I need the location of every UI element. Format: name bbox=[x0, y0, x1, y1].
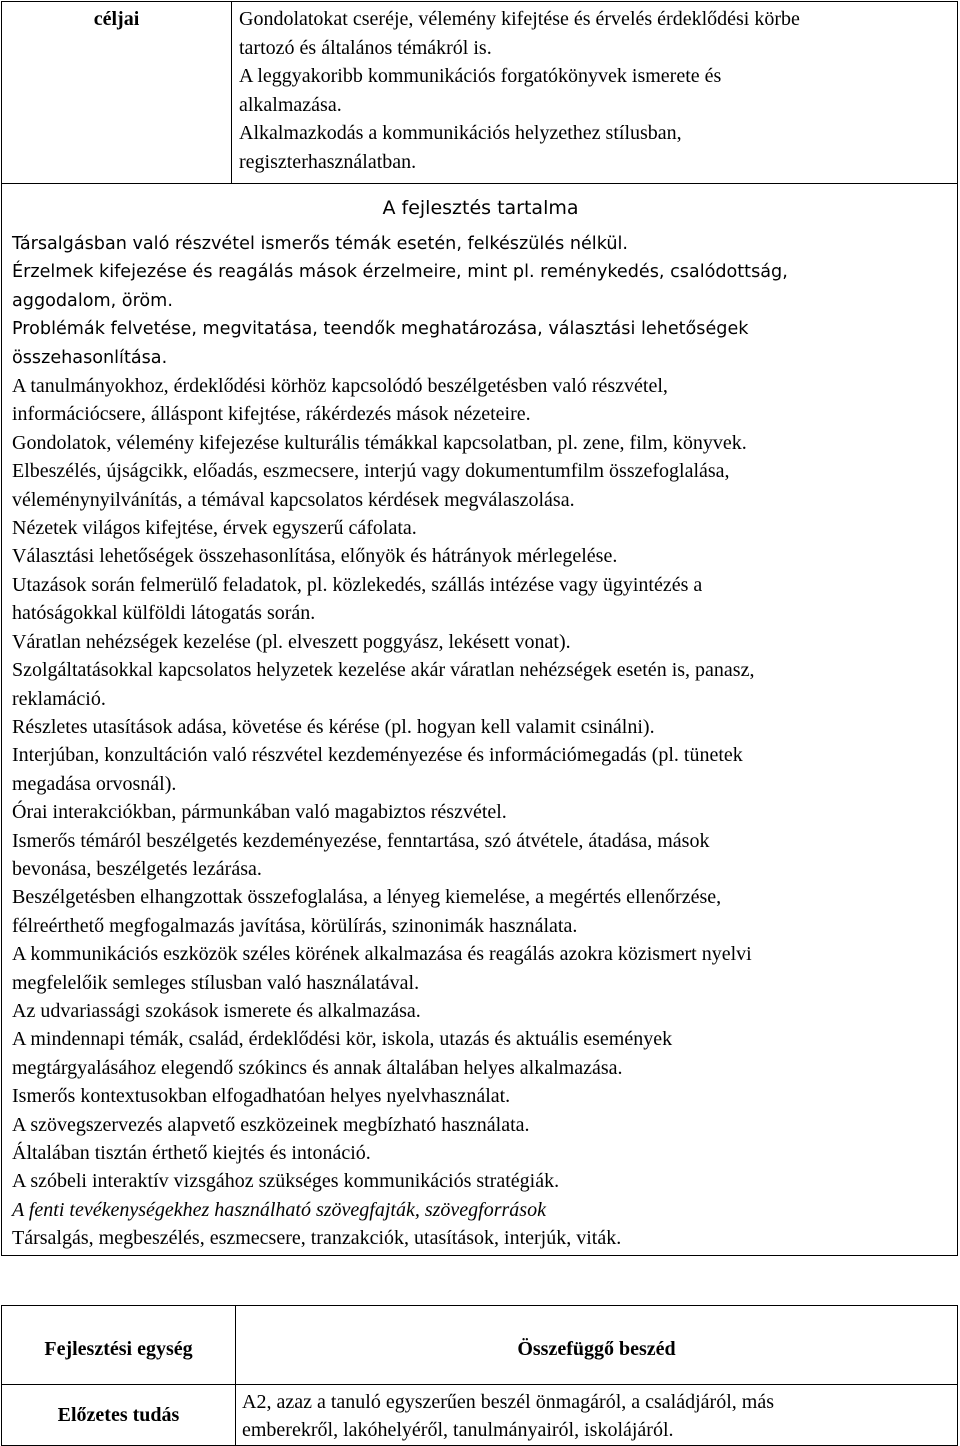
goals-line: alkalmazása. bbox=[239, 93, 342, 116]
curriculum-table bbox=[1, 1, 958, 1256]
content-line: Nézetek világos kifejtése, érvek egyszerű cáfolata. bbox=[12, 517, 417, 540]
unit-value: Összefüggő beszéd bbox=[236, 1306, 958, 1385]
content-line: megadása orvosnál). bbox=[12, 772, 177, 795]
content-line: Beszélgetésben elhangzottak összefoglalása, a lényeg kiemelése, a megértés ellenőrzése, bbox=[12, 886, 722, 909]
content-line: Ismerős témáról beszélgetés kezdeményezése, fenntartása, szó átvétele, átadása, mások bbox=[12, 829, 710, 852]
prior-knowledge-line: A2, azaz a tanuló egyszerűen beszél önmagáról, a családjáról, más bbox=[242, 1390, 774, 1413]
goals-label: céljai bbox=[2, 2, 232, 184]
content-line: Ismerős kontextusokban elfogadhatóan helyes nyelvhasználat. bbox=[12, 1085, 511, 1108]
content-line: összehasonlítása. bbox=[12, 347, 168, 368]
content-line: aggodalom, öröm. bbox=[12, 290, 173, 311]
content-line: Problémák felvetése, megvitatása, teendők meghatározása, választási lehetőségek bbox=[12, 319, 749, 340]
content-line: A tanulmányokhoz, érdeklődési körhöz kapcsolódó beszélgetésben való részvétel, bbox=[12, 375, 668, 398]
content-line: A szóbeli interaktív vizsgához szükséges kommunikációs stratégiák. bbox=[12, 1170, 560, 1193]
content-line: Interjúban, konzultáción való részvétel kezdeményezése és információmegadás (pl. tünetek bbox=[12, 744, 743, 767]
content-line: Elbeszélés, újságcikk, előadás, eszmecsere, interjú vagy dokumentumfilm összefoglalása, bbox=[12, 460, 730, 483]
content-line: A mindennapi témák, család, érdeklődési kör, iskola, utazás és aktuális események bbox=[12, 1028, 673, 1051]
content-line: Utazások során felmerülő feladatok, pl. közlekedés, szállás intézése vagy ügyintézés a bbox=[12, 573, 703, 596]
goals-line: Gondolatokat cseréje, vélemény kifejtése és érvelés érdeklődési körbe bbox=[239, 8, 800, 30]
goals-line: regiszterhasználatban. bbox=[239, 150, 417, 173]
goals-text bbox=[232, 2, 958, 184]
unit-table bbox=[1, 1305, 958, 1446]
content-line: Általában tisztán érthető kiejtés és intonáció. bbox=[12, 1142, 371, 1164]
prior-knowledge-text bbox=[236, 1385, 958, 1446]
content-line: A kommunikációs eszközök széles körének alkalmazása és reagálás azokra közismert nyelvi bbox=[12, 943, 752, 966]
content-line: Érzelmek kifejezése és reagálás mások érzelmeire, mint pl. reménykedés, csalódottság, bbox=[12, 262, 788, 283]
text-types-heading: A fenti tevékenységekhez használható szövegfajták, szövegforrások bbox=[12, 1198, 546, 1221]
content-line: A szövegszervezés alapvető eszközeinek megbízható használata. bbox=[12, 1113, 530, 1136]
section-title: A fejlesztés tartalma bbox=[382, 197, 579, 219]
content-line: Választási lehetőségek összehasonlítása, előnyök és hátrányok mérlegelése. bbox=[12, 545, 618, 568]
prior-knowledge-label: Előzetes tudás bbox=[2, 1385, 236, 1446]
unit-label: Fejlesztési egység bbox=[2, 1306, 236, 1385]
unit-row bbox=[2, 1306, 958, 1385]
development-content bbox=[2, 184, 958, 1256]
content-line: Váratlan nehézségek kezelése (pl. elveszett poggyász, lekésett vonat). bbox=[12, 630, 571, 653]
content-line: Az udvariassági szokások ismerete és alkalmazása. bbox=[12, 999, 421, 1022]
content-line: Órai interakciókban, pármunkában való magabiztos részvétel. bbox=[12, 801, 507, 824]
content-line: Részletes utasítások adása, követése és kérése (pl. hogyan kell valamit csinálni). bbox=[12, 715, 655, 738]
content-line: megfelelőik semleges stílusban való használatával. bbox=[12, 971, 420, 994]
goals-line: Alkalmazkodás a kommunikációs helyzethez stílusban, bbox=[239, 122, 682, 144]
content-row bbox=[2, 184, 958, 1256]
content-line: reklamáció. bbox=[12, 687, 106, 710]
prior-knowledge-line: emberekről, lakóhelyéről, tanulmányairól, iskolájáról. bbox=[242, 1419, 674, 1441]
content-line: bevonása, beszélgetés lezárása. bbox=[12, 857, 262, 880]
content-line: hatóságokkal külföldi látogatás során. bbox=[12, 602, 316, 625]
content-line: információcsere, álláspont kifejtése, rákérdezés mások nézeteire. bbox=[12, 403, 531, 426]
content-line: megtárgyalásához elegendő szókincs és annak általában helyes alkalmazása. bbox=[12, 1056, 623, 1079]
content-line: Gondolatok, vélemény kifejezése kulturális témákkal kapcsolatban, pl. zene, film, könyvek. bbox=[12, 431, 747, 454]
content-line: félreérthető megfogalmazás javítása, körülírás, szinonimák használata. bbox=[12, 914, 578, 937]
content-line: véleménynyilvánítás, a témával kapcsolatos kérdések megválaszolása. bbox=[12, 488, 575, 511]
goals-line: A leggyakoribb kommunikációs forgatókönyvek ismerete és bbox=[239, 65, 722, 87]
goals-line: tartozó és általános témákról is. bbox=[239, 36, 492, 59]
goals-row bbox=[2, 2, 958, 184]
content-line: Társalgásban való részvétel ismerős témák esetén, felkészülés nélkül. bbox=[12, 234, 628, 254]
text-types-list: Társalgás, megbeszélés, eszmecsere, tranzakciók, utasítások, interjúk, viták. bbox=[12, 1227, 622, 1250]
prior-knowledge-row bbox=[2, 1385, 958, 1446]
content-line: Szolgáltatásokkal kapcsolatos helyzetek kezelése akár váratlan nehézségek esetén is, panasz, bbox=[12, 659, 755, 682]
